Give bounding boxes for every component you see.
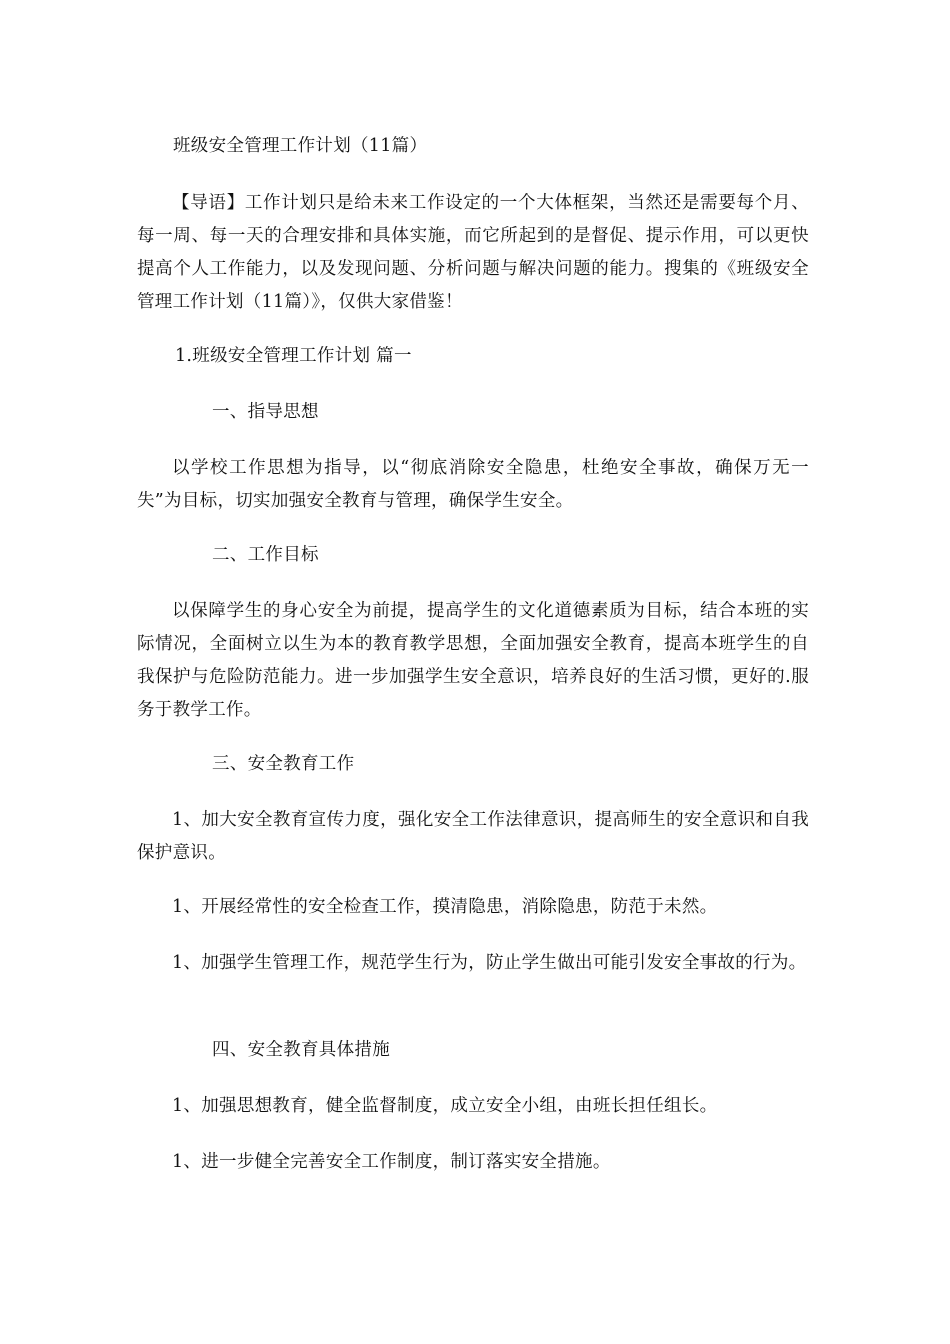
heading-specific-measures: 四、安全教育具体措施 xyxy=(212,1040,390,1060)
paragraph-guiding-thought: 以学校工作思想为指导，以“彻底消除安全隐患，杜绝安全事故，确保万无一失”为目标，切实加强安全教育与管理，确保学生安全。 xyxy=(137,458,809,511)
heading-guiding-thought: 一、指导思想 xyxy=(212,402,319,422)
document-title: 班级安全管理工作计划（11篇） xyxy=(173,136,428,156)
heading-work-goal: 二、工作目标 xyxy=(212,545,319,565)
paragraph-measure-2: 1、进一步健全完善安全工作制度，制订落实安全措施。 xyxy=(172,1152,611,1172)
intro-paragraph: 【导语】工作计划只是给未来工作设定的一个大体框架，当然还是需要每个月、每一周、每一天的合理安排和具体实施，而它所起到的是督促、提示作用，可以更快提高个人工作能力，以及发现问题、分析问题与解决问题的能力。搜集的《班级安全管理工作计划（11篇）》，仅供大家借鉴！ xyxy=(137,193,809,312)
paragraph-safety-item-3: 1、加强学生管理工作，规范学生行为，防止学生做出可能引发安全事故的行为。 xyxy=(172,953,807,973)
section-title: 1.班级安全管理工作计划 篇一 xyxy=(175,346,412,366)
paragraph-measure-1: 1、加强思想教育，健全监督制度，成立安全小组，由班长担任组长。 xyxy=(172,1096,718,1116)
paragraph-safety-item-1: 1、加大安全教育宣传力度，强化安全工作法律意识，提高师生的安全意识和自我保护意识。 xyxy=(137,810,809,863)
paragraph-safety-item-2: 1、开展经常性的安全检查工作，摸清隐患，消除隐患，防范于未然。 xyxy=(172,897,718,917)
heading-safety-education: 三、安全教育工作 xyxy=(212,754,355,774)
paragraph-work-goal: 以保障学生的身心安全为前提，提高学生的文化道德素质为目标，结合本班的实际情况，全面树立以生为本的教育教学思想，全面加强安全教育，提高本班学生的自我保护与危险防范能力。进一步加强学生安全意识，培养良好的生活习惯，更好的.服务于教学工作。 xyxy=(137,601,809,720)
